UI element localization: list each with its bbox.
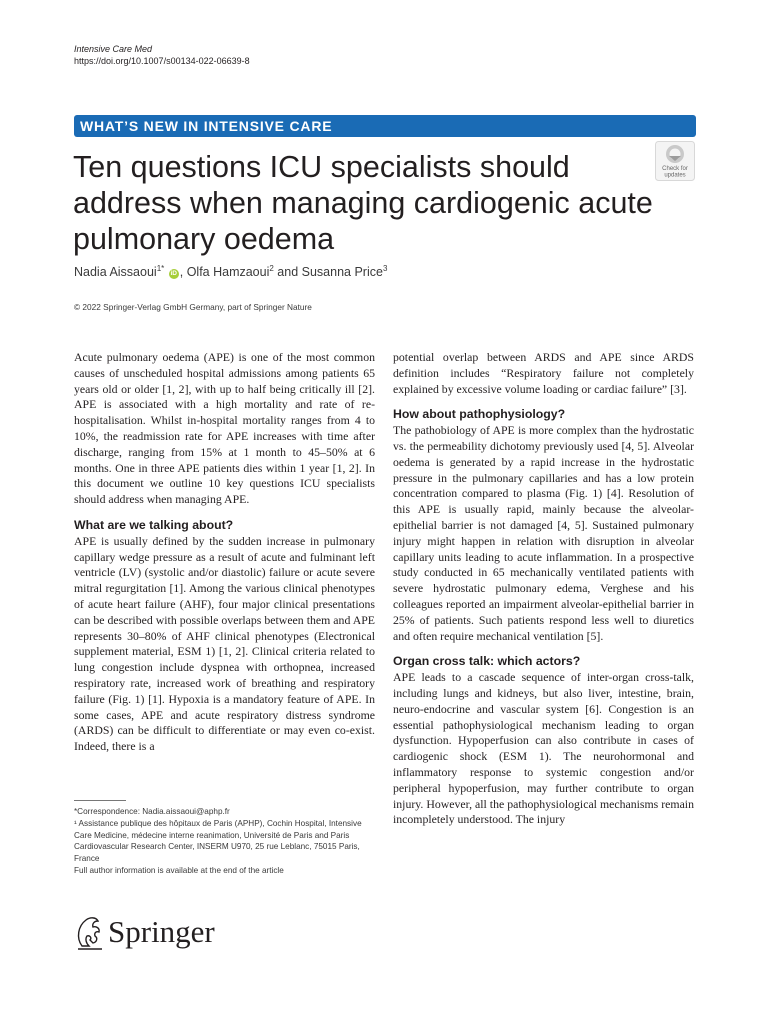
copyright-notice: © 2022 Springer-Verlag GmbH Germany, part of Springer Nature (74, 302, 312, 312)
affiliation-note: ¹ Assistance publique des hôpitaux de Paris (APHP), Cochin Hospital, Intensive Care Medicine, médecine interne reanimation, Université de Paris and Paris Cardiovascular Research Center, INSERM U970, 25 rue Leblanc, 75015 Paris, France (74, 818, 362, 864)
doi-link[interactable]: https://doi.org/10.1007/s00134-022-06639-8 (74, 56, 250, 66)
section-banner-label: WHAT’S NEW IN INTENSIVE CARE (80, 118, 333, 134)
body-paragraph: The pathobiology of APE is more complex than the hydrostatic vs. the permeability dichotomy previously used [4, 5]. Alveolar oedema is generated by a rapid increase in the hydrostatic pressure in the pulmonary capillaries and has a low protein concentration compared to plasma (Fig. 1) [4]. Resolution of this APE is usually rapid, mainly because the alveolar-epithelial barrier is not damaged [4, 5]. Sustained pulmonary injury might happen in relation with disruption in alveolar capillary units leading to acute inflammation. In a prospective study conducted in 65 mechanically ventilated patients with severe hydrostatic pulmonary edema, Verghese and his colleagues reported an impairment alveolar-epithelial barrier in 25% of patients. Such patients respond less well to diuretics and often require mechanical ventilation [5]. (393, 423, 694, 643)
body-paragraph: APE leads to a cascade sequence of inter-organ cross-talk, including lungs and kidneys, but also liver, intestine, brain, neuro-endocrine and vascular system [6]. Congestion is an essential pathophysiological mechanism leading to organ dysfunction. Hypoperfusion can also contribute in cases of cardiogenic shock (ESM 1). The neurohormonal and inflammatory response to systemic congestion and/or peripheral hypoperfusion, may further contribute to organ injury. However, all the pathophysiological mechanisms remain incompletely understood. The injury (393, 670, 694, 827)
left-column (74, 350, 375, 755)
author-name[interactable]: , Olfa Hamzaoui (179, 265, 270, 280)
section-heading: How about pathophysiology? (393, 407, 566, 422)
check-badge-line2: updates (664, 172, 686, 179)
author-name[interactable]: Nadia Aissaoui (74, 265, 157, 280)
footnote-divider (74, 800, 126, 801)
section-heading: Organ cross talk: which actors? (393, 654, 581, 669)
body-paragraph: APE is usually defined by the sudden increase in pulmonary capillary wedge pressure as a result of acute and fulminant left ventricle (LV) (systolic and/or diastolic) failure or acute severe mitral regurgitation [1]. Among the various clinical phenotypes of acute heart failure (AHF), four major clinical presentations can be described with possible overlaps between them and APE represents 30–80% of AHF clinical phenotypes (Electronical supplement material, ESM 1) [1, 2]. Clinical criteria related to lung congestion include dyspnea with orthopnea, increased respiratory rate, increased work of breathing and respiratory failure (Fig. 1) [1]. Hypoxia is a mandatory feature of APE. In some cases, APE and acute respiratory distress syndrome (ARDS) can be difficult to differentiate or may even co-exist. Indeed, there is a (74, 533, 375, 754)
check-for-updates-icon[interactable] (655, 141, 695, 181)
author-affiliation-mark: 2 (269, 264, 274, 273)
section-banner (74, 115, 696, 137)
author-name[interactable]: and Susanna Price (273, 265, 383, 280)
orcid-icon[interactable]: iD (170, 270, 177, 278)
footnotes (74, 806, 374, 877)
author-affiliation-mark: 1* (156, 264, 165, 273)
full-info-note: Full author information is available at the end of the article (74, 865, 284, 875)
publisher-name: Springer (108, 914, 215, 949)
body-paragraph: potential overlap between ARDS and APE since ARDS definition includes “Respiratory failure not completely explained by excessive volume loading or cardiac failure” [3]. (393, 350, 694, 396)
right-column (393, 350, 694, 828)
article-title: Ten questions ICU specialists should address when managing cardiogenic acute pulmonary oedema (73, 150, 653, 256)
journal-name: Intensive Care Med (74, 44, 153, 54)
section-heading: What are we talking about? (74, 517, 234, 532)
author-affiliation-mark: 3 (382, 264, 388, 273)
check-badge-line1: Check for (662, 166, 688, 172)
intro-paragraph: Acute pulmonary oedema (APE) is one of the most common causes of unscheduled hospital admissions among patients 65 years old or older [1, 2], with up to half being critically ill [2]. APE is associated with a high mortality and rate of re-hospitalisation. Whilst in-hospital mortality ranges from 4 to 10%, the readmission rate for APE increases with time after discharge, ranging from 15% at 1 month to 45–50% at 6 months. One in three APE patients dies within 1 year [1, 2]. In this document we outline 10 key questions ICU specialists should address when managing APE. (74, 350, 375, 507)
correspondence-note[interactable]: *Correspondence: Nadia.aissaoui@aphp.fr (74, 807, 230, 816)
author-list (74, 264, 387, 279)
